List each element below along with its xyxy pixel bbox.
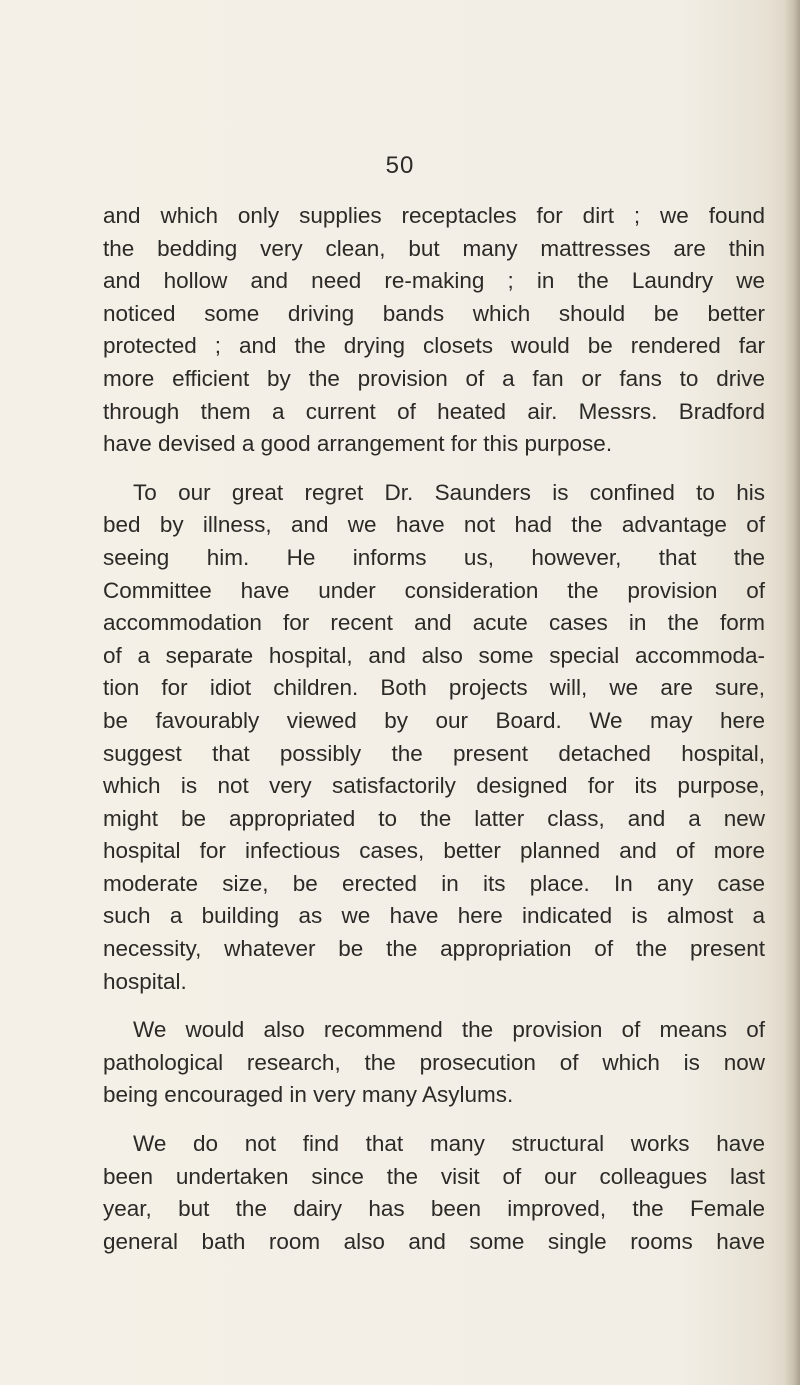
text-line: To our great regret Dr. Saunders is confined to his xyxy=(133,479,765,505)
text-line: being encouraged in very many Asylums. xyxy=(103,1082,514,1108)
text-line: We do not find that many structural works have xyxy=(133,1131,765,1157)
text-line: year, but the dairy has been improved, the Female xyxy=(103,1196,765,1222)
text-line: accommodation for recent and acute cases in the form xyxy=(103,610,765,636)
paragraph-1 xyxy=(103,200,765,461)
text-line: be favourably viewed by our Board. We may here xyxy=(103,707,765,733)
text-line: hospital. xyxy=(103,968,187,994)
paragraph-3 xyxy=(103,1014,765,1112)
paragraph-4 xyxy=(103,1128,765,1258)
text-line: have devised a good arrangement for this purpose. xyxy=(103,431,613,457)
text-line: We would also recommend the provision of means of xyxy=(133,1017,765,1043)
text-line: such a building as we have here indicated is almost a xyxy=(103,903,765,929)
text-line: bed by illness, and we have not had the advantage of xyxy=(103,512,765,538)
text-line: protected ; and the drying closets would be rendered far xyxy=(103,333,765,359)
text-line: Committee have under consideration the provision of xyxy=(103,577,765,603)
text-line: and hollow and need re-making ; in the Laundry we xyxy=(103,268,765,294)
text-line: tion for idiot children. Both projects will, we are sure, xyxy=(103,675,765,701)
text-line: pathological research, the prosecution of which is now xyxy=(103,1049,765,1075)
text-line: necessity, whatever be the appropriation of the present xyxy=(103,936,765,962)
text-line: through them a current of heated air. Messrs. Bradford xyxy=(103,398,765,424)
text-line: general bath room also and some single rooms have xyxy=(103,1228,765,1254)
text-line: which is not very satisfactorily designed for its purpose, xyxy=(103,773,765,799)
page-edge-shadow xyxy=(784,0,800,1385)
text-line: of a separate hospital, and also some special accommoda- xyxy=(103,642,765,668)
page-number: 50 xyxy=(385,152,415,179)
text-line: hospital for infectious cases, better planned and of more xyxy=(103,838,765,864)
text-line: more efficient by the provision of a fan or fans to drive xyxy=(103,365,765,391)
text-line: might be appropriated to the latter class, and a new xyxy=(103,805,765,831)
text-line: seeing him. He informs us, however, that the xyxy=(103,544,765,570)
text-line: noticed some driving bands which should be better xyxy=(103,300,765,326)
text-line: and which only supplies receptacles for dirt ; we found xyxy=(103,203,765,228)
text-line: the bedding very clean, but many mattresses are thin xyxy=(103,235,765,261)
text-line: been undertaken since the visit of our colleagues last xyxy=(103,1163,765,1189)
paragraph-2 xyxy=(103,477,765,999)
text-line: suggest that possibly the present detached hospital, xyxy=(103,740,765,766)
body-text xyxy=(103,200,765,1274)
text-line: moderate size, be erected in its place. In any case xyxy=(103,870,765,896)
